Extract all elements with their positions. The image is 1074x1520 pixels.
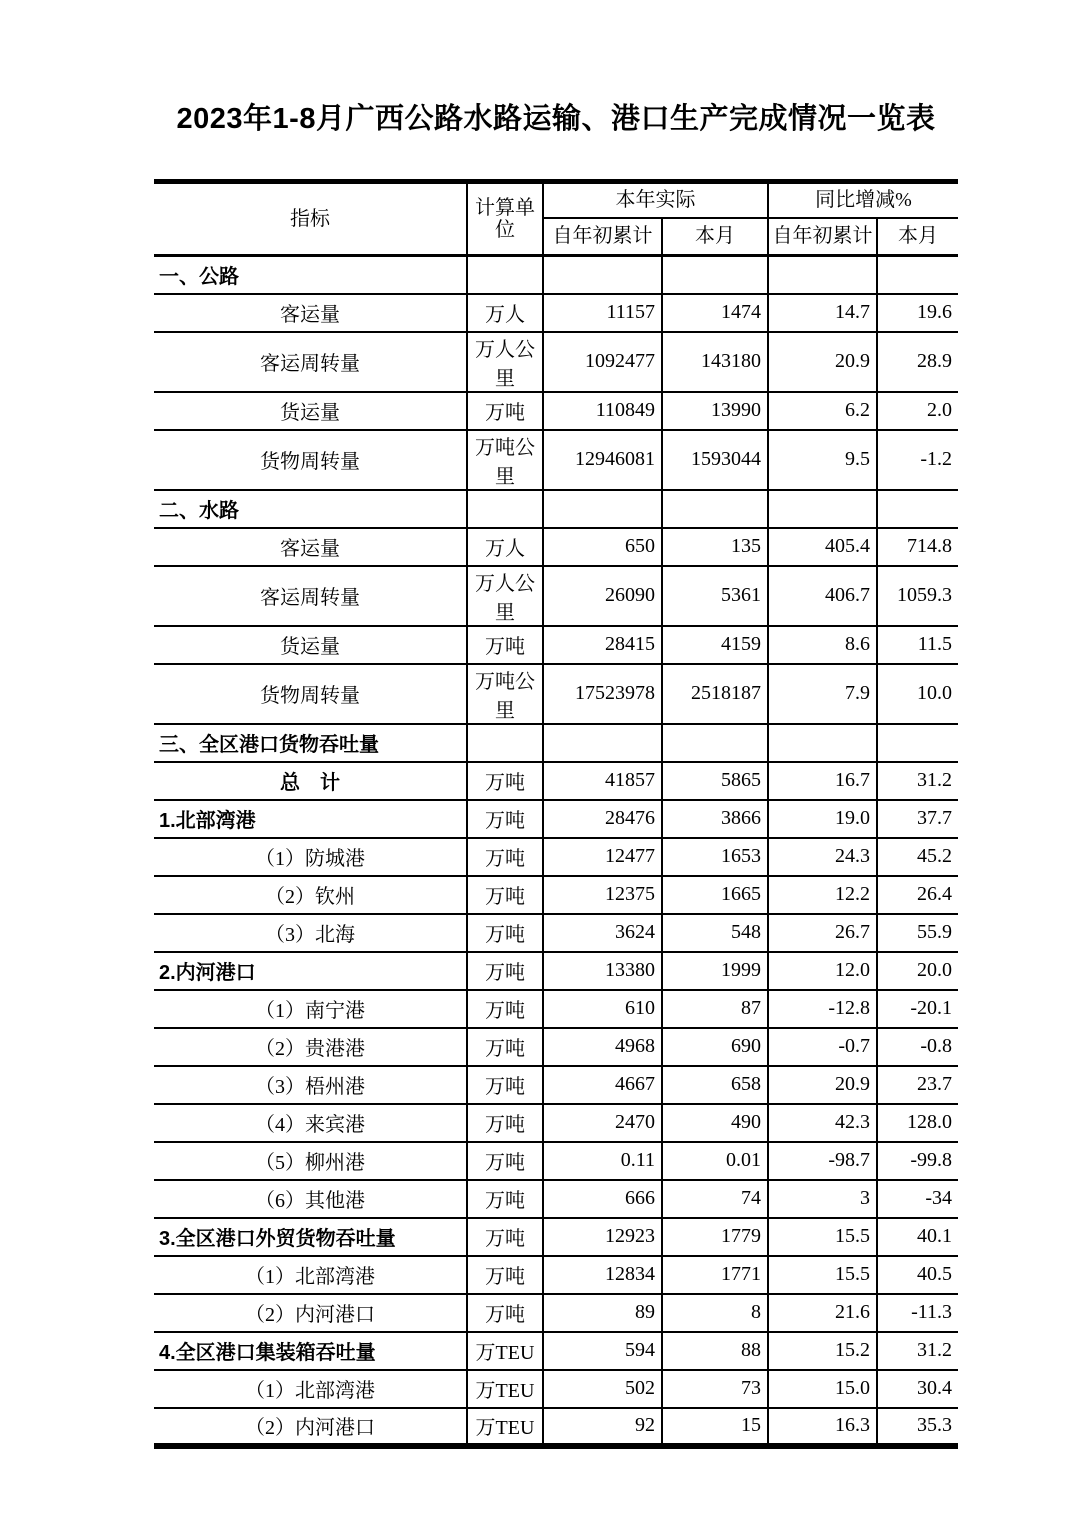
unit-value: 万人 xyxy=(467,294,543,332)
row-label: 3.全区港口外贸货物吞吐量 xyxy=(159,1228,396,1250)
cumulative-value: 4667 xyxy=(543,1066,662,1104)
row-label: （1）防城港 xyxy=(255,848,365,870)
cumulative-value: 12834 xyxy=(543,1256,662,1294)
yoy-month-value: -1.2 xyxy=(877,430,958,490)
month-value xyxy=(662,256,768,294)
yoy-month-value: 31.2 xyxy=(877,762,958,800)
cumulative-value: 28415 xyxy=(543,626,662,664)
month-value: 548 xyxy=(662,914,768,952)
month-value: 490 xyxy=(662,1104,768,1142)
row-label: （2）钦州 xyxy=(265,886,355,908)
table-row xyxy=(154,1332,958,1370)
month-value: 1474 xyxy=(662,294,768,332)
unit-value: 万吨 xyxy=(467,1104,543,1142)
yoy-cumulative-value: 12.0 xyxy=(768,952,877,990)
yoy-cumulative-value: -12.8 xyxy=(768,990,877,1028)
table-row xyxy=(154,724,958,762)
unit-value: 万TEU xyxy=(467,1332,543,1370)
unit-value: 万人公里 xyxy=(467,332,543,392)
header-yoy-cumulative: 自年初累计 xyxy=(768,218,877,256)
yoy-cumulative-value: 21.6 xyxy=(768,1294,877,1332)
table-row xyxy=(154,392,958,430)
table-row xyxy=(154,294,958,332)
unit-value: 万吨公里 xyxy=(467,664,543,724)
yoy-cumulative-value: 42.3 xyxy=(768,1104,877,1142)
yoy-cumulative-value: 6.2 xyxy=(768,392,877,430)
cumulative-value: 650 xyxy=(543,528,662,566)
row-label: 2.内河港口 xyxy=(159,962,256,984)
cumulative-value: 11157 xyxy=(543,294,662,332)
table-row xyxy=(154,490,958,528)
unit-value: 万吨 xyxy=(467,990,543,1028)
month-value: 5865 xyxy=(662,762,768,800)
table-row xyxy=(154,952,958,990)
cumulative-value: 4968 xyxy=(543,1028,662,1066)
month-value: 690 xyxy=(662,1028,768,1066)
yoy-month-value xyxy=(877,490,958,528)
month-value: 1779 xyxy=(662,1218,768,1256)
unit-value: 万吨 xyxy=(467,838,543,876)
cumulative-value xyxy=(543,724,662,762)
cumulative-value: 666 xyxy=(543,1180,662,1218)
row-label: （5）柳州港 xyxy=(255,1152,365,1174)
unit-value xyxy=(467,724,543,762)
header-actual-cumulative: 自年初累计 xyxy=(543,218,662,256)
unit-value: 万吨 xyxy=(467,914,543,952)
yoy-cumulative-value: 7.9 xyxy=(768,664,877,724)
month-value: 13990 xyxy=(662,392,768,430)
row-label: （3）北海 xyxy=(265,924,355,946)
yoy-month-value: 55.9 xyxy=(877,914,958,952)
yoy-cumulative-value: 3 xyxy=(768,1180,877,1218)
yoy-cumulative-value xyxy=(768,256,877,294)
yoy-month-value: -20.1 xyxy=(877,990,958,1028)
yoy-month-value xyxy=(877,256,958,294)
row-label: 一、公路 xyxy=(159,266,239,289)
row-label: （2）贵港港 xyxy=(255,1038,365,1060)
row-label: 三、全区港口货物吞吐量 xyxy=(159,734,379,756)
unit-value: 万TEU xyxy=(467,1370,543,1408)
month-value: 87 xyxy=(662,990,768,1028)
cumulative-value: 12375 xyxy=(543,876,662,914)
yoy-cumulative-value: 20.9 xyxy=(768,332,877,392)
yoy-cumulative-value: 15.2 xyxy=(768,1332,877,1370)
table-row xyxy=(154,430,958,490)
header-unit: 计算单位 xyxy=(467,182,543,256)
unit-value: 万吨 xyxy=(467,1294,543,1332)
month-value: 1653 xyxy=(662,838,768,876)
yoy-month-value: 40.5 xyxy=(877,1256,958,1294)
unit-value: 万吨公里 xyxy=(467,430,543,490)
yoy-cumulative-value xyxy=(768,490,877,528)
cumulative-value: 1092477 xyxy=(543,332,662,392)
table-row xyxy=(154,528,958,566)
table-row xyxy=(154,1370,958,1408)
page-title: 2023年1-8月广西公路水路运输、港口生产完成情况一览表 xyxy=(176,103,936,135)
month-value xyxy=(662,490,768,528)
row-label: （6）其他港 xyxy=(255,1190,365,1212)
row-label: 货物周转量 xyxy=(260,685,360,707)
header-yoy-month: 本月 xyxy=(877,218,958,256)
yoy-month-value: 28.9 xyxy=(877,332,958,392)
row-label: （1）北部湾港 xyxy=(245,1380,375,1402)
row-label: 二、水路 xyxy=(159,500,239,522)
table-row xyxy=(154,990,958,1028)
unit-value: 万吨 xyxy=(467,1142,543,1180)
yoy-month-value: 23.7 xyxy=(877,1066,958,1104)
yoy-month-value: 37.7 xyxy=(877,800,958,838)
table-row xyxy=(154,1256,958,1294)
table-row xyxy=(154,914,958,952)
month-value: 658 xyxy=(662,1066,768,1104)
cumulative-value: 17523978 xyxy=(543,664,662,724)
cumulative-value: 3624 xyxy=(543,914,662,952)
month-value: 1771 xyxy=(662,1256,768,1294)
cumulative-value: 41857 xyxy=(543,762,662,800)
unit-value xyxy=(467,490,543,528)
yoy-cumulative-value: 406.7 xyxy=(768,566,877,626)
row-label: （1）北部湾港 xyxy=(245,1266,375,1288)
table-row xyxy=(154,1294,958,1332)
cumulative-value: 26090 xyxy=(543,566,662,626)
month-value: 88 xyxy=(662,1332,768,1370)
table-row xyxy=(154,664,958,724)
table-row xyxy=(154,1104,958,1142)
yoy-cumulative-value xyxy=(768,724,877,762)
table-row xyxy=(154,256,958,294)
yoy-month-value: 40.1 xyxy=(877,1218,958,1256)
row-label: 总 计 xyxy=(280,772,340,794)
yoy-cumulative-value: 20.9 xyxy=(768,1066,877,1104)
cumulative-value: 92 xyxy=(543,1408,662,1446)
cumulative-value: 28476 xyxy=(543,800,662,838)
unit-value: 万人 xyxy=(467,528,543,566)
month-value: 143180 xyxy=(662,332,768,392)
row-label: 货运量 xyxy=(280,636,340,658)
yoy-month-value: 45.2 xyxy=(877,838,958,876)
yoy-month-value: 128.0 xyxy=(877,1104,958,1142)
unit-value: 万吨 xyxy=(467,1256,543,1294)
yoy-cumulative-value: -0.7 xyxy=(768,1028,877,1066)
unit-value: 万吨 xyxy=(467,1028,543,1066)
row-label: 1.北部湾港 xyxy=(159,810,256,832)
table-row xyxy=(154,1180,958,1218)
table-row xyxy=(154,566,958,626)
yoy-month-value: -11.3 xyxy=(877,1294,958,1332)
yoy-month-value: 35.3 xyxy=(877,1408,958,1446)
row-label: 客运周转量 xyxy=(260,353,360,375)
yoy-month-value xyxy=(877,724,958,762)
yoy-cumulative-value: 16.7 xyxy=(768,762,877,800)
row-label: （4）来宾港 xyxy=(255,1114,365,1136)
cumulative-value: 12477 xyxy=(543,838,662,876)
production-table xyxy=(154,179,958,1449)
yoy-cumulative-value: 15.5 xyxy=(768,1256,877,1294)
row-label: 货运量 xyxy=(280,402,340,424)
month-value: 5361 xyxy=(662,566,768,626)
row-label: （1）南宁港 xyxy=(255,1000,365,1022)
table-row xyxy=(154,1408,958,1446)
cumulative-value: 12946081 xyxy=(543,430,662,490)
row-label: 客运量 xyxy=(280,304,340,326)
row-label: （2）内河港口 xyxy=(245,1417,375,1439)
yoy-cumulative-value: 15.0 xyxy=(768,1370,877,1408)
cumulative-value: 110849 xyxy=(543,392,662,430)
yoy-month-value: -0.8 xyxy=(877,1028,958,1066)
unit-value: 万吨 xyxy=(467,1218,543,1256)
month-value: 3866 xyxy=(662,800,768,838)
table-row xyxy=(154,838,958,876)
yoy-cumulative-value: 9.5 xyxy=(768,430,877,490)
yoy-month-value: 714.8 xyxy=(877,528,958,566)
cumulative-value: 12923 xyxy=(543,1218,662,1256)
yoy-month-value: 2.0 xyxy=(877,392,958,430)
yoy-cumulative-value: 19.0 xyxy=(768,800,877,838)
cumulative-value: 0.11 xyxy=(543,1142,662,1180)
row-label: （2）内河港口 xyxy=(245,1304,375,1326)
unit-value: 万吨 xyxy=(467,800,543,838)
row-label: 客运周转量 xyxy=(260,587,360,609)
month-value: 135 xyxy=(662,528,768,566)
row-label: 货物周转量 xyxy=(260,451,360,473)
month-value: 2518187 xyxy=(662,664,768,724)
cumulative-value: 13380 xyxy=(543,952,662,990)
cumulative-value: 502 xyxy=(543,1370,662,1408)
yoy-cumulative-value: 8.6 xyxy=(768,626,877,664)
yoy-cumulative-value: 405.4 xyxy=(768,528,877,566)
month-value: 8 xyxy=(662,1294,768,1332)
yoy-month-value: 1059.3 xyxy=(877,566,958,626)
month-value: 73 xyxy=(662,1370,768,1408)
yoy-cumulative-value: 12.2 xyxy=(768,876,877,914)
row-label: （3）梧州港 xyxy=(255,1076,365,1098)
yoy-month-value: 20.0 xyxy=(877,952,958,990)
unit-value: 万吨 xyxy=(467,1066,543,1104)
yoy-cumulative-value: 14.7 xyxy=(768,294,877,332)
month-value: 74 xyxy=(662,1180,768,1218)
unit-value: 万吨 xyxy=(467,626,543,664)
yoy-month-value: 26.4 xyxy=(877,876,958,914)
yoy-cumulative-value: 16.3 xyxy=(768,1408,877,1446)
yoy-month-value: 31.2 xyxy=(877,1332,958,1370)
table-row xyxy=(154,332,958,392)
table-row xyxy=(154,1028,958,1066)
cumulative-value xyxy=(543,490,662,528)
month-value: 1665 xyxy=(662,876,768,914)
yoy-cumulative-value: 24.3 xyxy=(768,838,877,876)
table-row xyxy=(154,876,958,914)
unit-value: 万TEU xyxy=(467,1408,543,1446)
yoy-cumulative-value: 15.5 xyxy=(768,1218,877,1256)
yoy-month-value: 19.6 xyxy=(877,294,958,332)
unit-value: 万人公里 xyxy=(467,566,543,626)
header-indicator: 指标 xyxy=(290,208,330,230)
month-value: 0.01 xyxy=(662,1142,768,1180)
yoy-month-value: -99.8 xyxy=(877,1142,958,1180)
unit-value: 万吨 xyxy=(467,762,543,800)
unit-value xyxy=(467,256,543,294)
row-label: 4.全区港口集装箱吞吐量 xyxy=(159,1342,376,1364)
table-row xyxy=(154,1218,958,1256)
yoy-month-value: 10.0 xyxy=(877,664,958,724)
cumulative-value xyxy=(543,256,662,294)
table-row xyxy=(154,626,958,664)
month-value xyxy=(662,724,768,762)
yoy-cumulative-value: -98.7 xyxy=(768,1142,877,1180)
month-value: 4159 xyxy=(662,626,768,664)
header-row-1 xyxy=(154,182,958,218)
unit-value: 万吨 xyxy=(467,1180,543,1218)
cumulative-value: 2470 xyxy=(543,1104,662,1142)
row-label: 客运量 xyxy=(280,538,340,560)
unit-value: 万吨 xyxy=(467,876,543,914)
header-actual-month: 本月 xyxy=(662,218,768,256)
table-row xyxy=(154,1066,958,1104)
yoy-month-value: 30.4 xyxy=(877,1370,958,1408)
table-row xyxy=(154,762,958,800)
cumulative-value: 594 xyxy=(543,1332,662,1370)
unit-value: 万吨 xyxy=(467,952,543,990)
month-value: 1999 xyxy=(662,952,768,990)
cumulative-value: 89 xyxy=(543,1294,662,1332)
table-row xyxy=(154,800,958,838)
month-value: 1593044 xyxy=(662,430,768,490)
yoy-month-value: -34 xyxy=(877,1180,958,1218)
yoy-cumulative-value: 26.7 xyxy=(768,914,877,952)
table-row xyxy=(154,1142,958,1180)
month-value: 15 xyxy=(662,1408,768,1446)
yoy-month-value: 11.5 xyxy=(877,626,958,664)
header-yoy-group: 同比增减% xyxy=(768,182,958,218)
unit-value: 万吨 xyxy=(467,392,543,430)
header-actual-group: 本年实际 xyxy=(543,182,768,218)
cumulative-value: 610 xyxy=(543,990,662,1028)
